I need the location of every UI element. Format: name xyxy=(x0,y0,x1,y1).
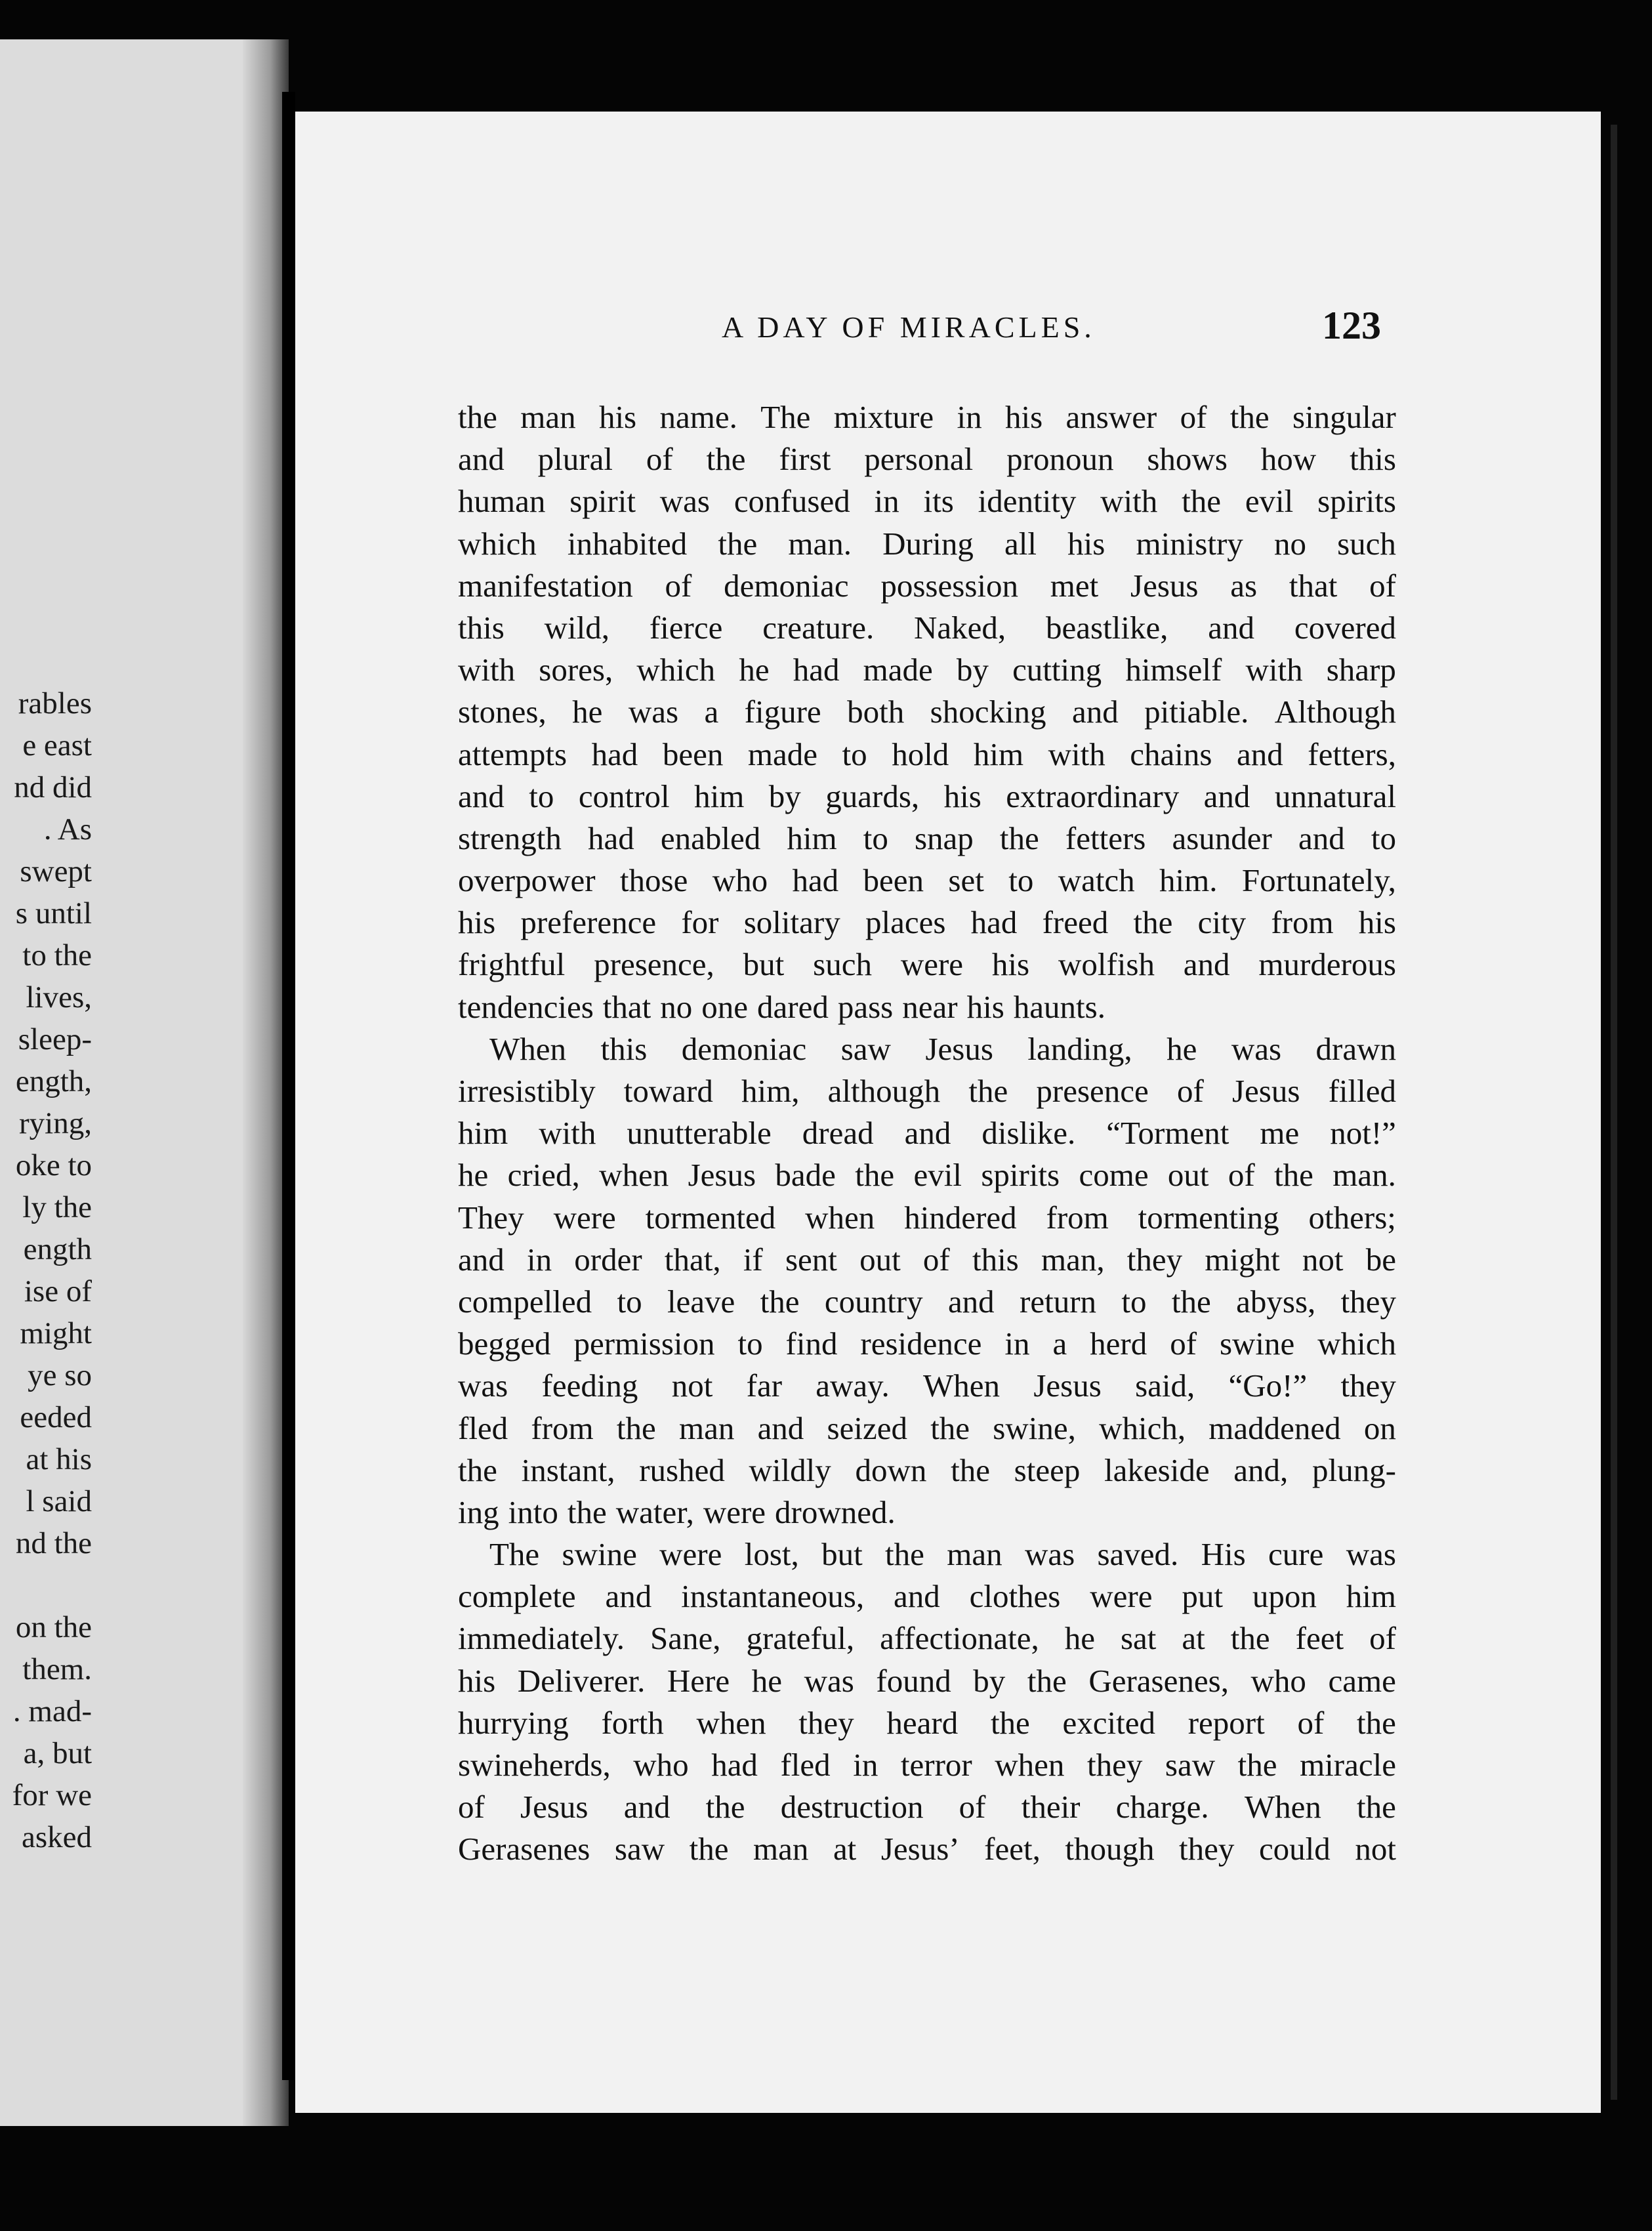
left-page-line: . As xyxy=(43,812,92,846)
text-line: immediately. Sane, grateful, affectionate, he sat at the feet of xyxy=(458,1620,1396,1657)
left-page-line: ye so xyxy=(28,1358,92,1392)
text-line: with sores, which he had made by cutting himself with sharp xyxy=(458,652,1396,688)
paragraph xyxy=(458,1533,1396,1871)
text-line: complete and instantaneous, and clothes were put upon him xyxy=(458,1578,1396,1615)
text-line: his Deliverer. Here he was found by the Gerasenes, who came xyxy=(458,1662,1396,1699)
left-page-line: ly the xyxy=(22,1190,92,1224)
left-page-line: lives, xyxy=(26,980,92,1014)
left-page-line: ise of xyxy=(24,1274,92,1308)
page-edge xyxy=(1611,125,1617,2100)
text-line: Gerasenes saw the man at Jesus’ feet, though they could not xyxy=(458,1831,1396,1867)
text-line: human spirit was confused in its identity with the evil spirits xyxy=(458,483,1396,520)
text-line: frightful presence, but such were his wolfish and murderous xyxy=(458,946,1396,983)
text-line: the instant, rushed wildly down the steep lakeside and, plung- xyxy=(458,1451,1396,1488)
text-line: stones, he was a figure both shocking and pitiable. Although xyxy=(458,694,1396,730)
left-page-line: a, but xyxy=(23,1736,92,1770)
text-line: They were tormented when hindered from tormenting others; xyxy=(458,1199,1396,1236)
text-line: and in order that, if sent out of this man, they might not be xyxy=(458,1241,1396,1278)
text-line: hurrying forth when they heard the excited report of the xyxy=(458,1704,1396,1741)
left-page-line xyxy=(0,1564,92,1606)
left-page-line: ength, xyxy=(15,1064,92,1098)
text-line: strength had enabled him to snap the fetters asunder and to xyxy=(458,820,1396,856)
text-line: was feeding not far away. When Jesus said, “Go!” they xyxy=(458,1367,1396,1404)
text-line: compelled to leave the country and return to the abyss, they xyxy=(458,1283,1396,1320)
left-page-line: nd did xyxy=(14,770,92,804)
text-line: The swine were lost, but the man was saved. His cure was xyxy=(489,1536,1396,1573)
text-line: his preference for solitary places had freed the city from his xyxy=(458,904,1396,941)
book-spine xyxy=(282,92,295,2080)
text-line: which inhabited the man. During all his ministry no such xyxy=(458,525,1396,562)
left-page-line: rables xyxy=(18,686,92,720)
left-page-line: might xyxy=(20,1316,92,1350)
left-page-line: s until xyxy=(15,896,92,930)
left-page-line: sleep- xyxy=(18,1022,92,1056)
left-page-line: for we xyxy=(12,1778,92,1812)
left-page-line: at his xyxy=(26,1442,92,1476)
text-line: and to control him by guards, his extraordinary and unnatural xyxy=(458,778,1396,814)
text-line: manifestation of demoniac possession met Jesus as that of xyxy=(458,567,1396,604)
left-page-line: nd the xyxy=(15,1526,92,1560)
text-line: of Jesus and the destruction of their charge. When the xyxy=(458,1789,1396,1825)
text-line: ing into the water, were drowned. xyxy=(458,1493,896,1530)
text-line: irresistibly toward him, although the presence of Jesus filled xyxy=(458,1073,1396,1109)
text-line: begged permission to find residence in a herd of swine which xyxy=(458,1325,1396,1362)
text-line: When this demoniac saw Jesus landing, he was drawn xyxy=(489,1030,1396,1067)
left-page-line: . mad- xyxy=(12,1694,92,1728)
paragraph xyxy=(458,396,1396,1028)
body-text xyxy=(458,396,1396,1871)
text-line: the man his name. The mixture in his answer of the singular xyxy=(458,399,1396,435)
text-line: him with unutterable dread and dislike. “Torment me not!” xyxy=(458,1115,1396,1152)
left-page-line: ength xyxy=(23,1232,92,1266)
left-page-line: asked xyxy=(21,1820,92,1854)
left-page-line: l said xyxy=(26,1484,92,1518)
text-line: and plural of the first personal pronoun shows how this xyxy=(458,441,1396,478)
text-line: fled from the man and seized the swine, which, maddened on xyxy=(458,1409,1396,1446)
left-page-line: eeded xyxy=(20,1400,92,1434)
left-page-text-fragments xyxy=(0,682,92,1858)
running-head: A DAY OF MIRACLES. xyxy=(722,310,1096,344)
left-page-line: oke to xyxy=(15,1148,92,1182)
left-page-line: on the xyxy=(15,1610,92,1644)
left-page-line: e east xyxy=(22,728,92,762)
left-page-line: to the xyxy=(22,938,92,972)
page-number: 123 xyxy=(1322,304,1381,347)
paragraph xyxy=(458,1028,1396,1533)
text-line: this wild, fierce creature. Naked, beastlike, and covered xyxy=(458,609,1396,646)
left-page-line: rying, xyxy=(19,1106,92,1140)
text-line: attempts had been made to hold him with chains and fetters, xyxy=(458,736,1396,772)
left-page-line: them. xyxy=(22,1652,92,1686)
text-line: he cried, when Jesus bade the evil spirits come out of the man. xyxy=(458,1157,1396,1194)
left-page-line: swept xyxy=(20,854,92,888)
text-line: tendencies that no one dared pass near his haunts. xyxy=(458,988,1105,1025)
text-line: swineherds, who had fled in terror when they saw the miracle xyxy=(458,1747,1396,1783)
text-line: overpower those who had been set to watch him. Fortunately, xyxy=(458,862,1396,899)
